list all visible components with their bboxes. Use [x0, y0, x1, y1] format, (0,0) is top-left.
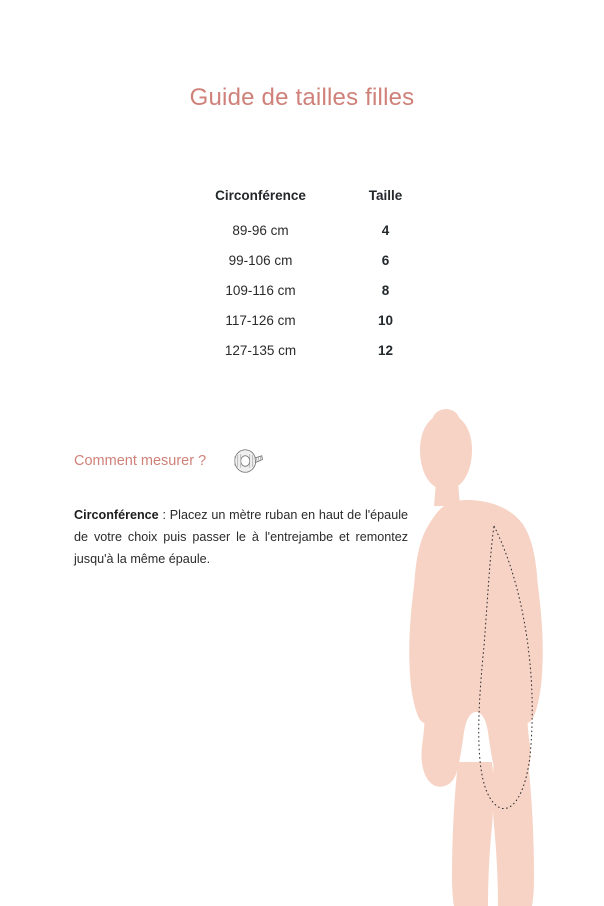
instructions-body: : Placez un mètre ruban en haut de l'épaule de votre choix puis passer le à l'entrejambe et remontez jusqu'à la même épaule.: [74, 507, 408, 566]
column-header-size: Taille: [368, 188, 403, 203]
table-row: [178, 283, 428, 313]
cell-size: 6: [381, 253, 390, 268]
measure-instructions: [74, 504, 408, 570]
instructions-term: Circonférence: [74, 507, 159, 522]
table-row: [178, 223, 428, 253]
cell-size: 4: [381, 223, 390, 238]
table-header-row: [178, 188, 428, 223]
cell-size: 8: [381, 283, 390, 298]
cell-circumference: 117-126 cm: [225, 313, 296, 328]
cell-circumference: 99-106 cm: [228, 253, 293, 268]
cell-size: 10: [377, 313, 394, 328]
female-body-silhouette: [374, 406, 604, 906]
cell-size: 12: [377, 343, 394, 358]
how-to-measure-section: [74, 447, 264, 475]
column-header-circumference: Circonférence: [215, 188, 306, 203]
page-title: Guide de tailles filles: [189, 84, 415, 111]
table-row: [178, 253, 428, 283]
cell-circumference: 89-96 cm: [232, 223, 289, 238]
cell-circumference: 109-116 cm: [225, 283, 296, 298]
size-table: [178, 188, 428, 373]
tape-measure-icon: [228, 447, 264, 475]
cell-circumference: 127-135 cm: [224, 343, 297, 358]
table-row: [178, 343, 428, 373]
table-row: [178, 313, 428, 343]
measure-line: [479, 526, 532, 809]
how-to-measure-label: Comment mesurer ?: [74, 453, 207, 469]
